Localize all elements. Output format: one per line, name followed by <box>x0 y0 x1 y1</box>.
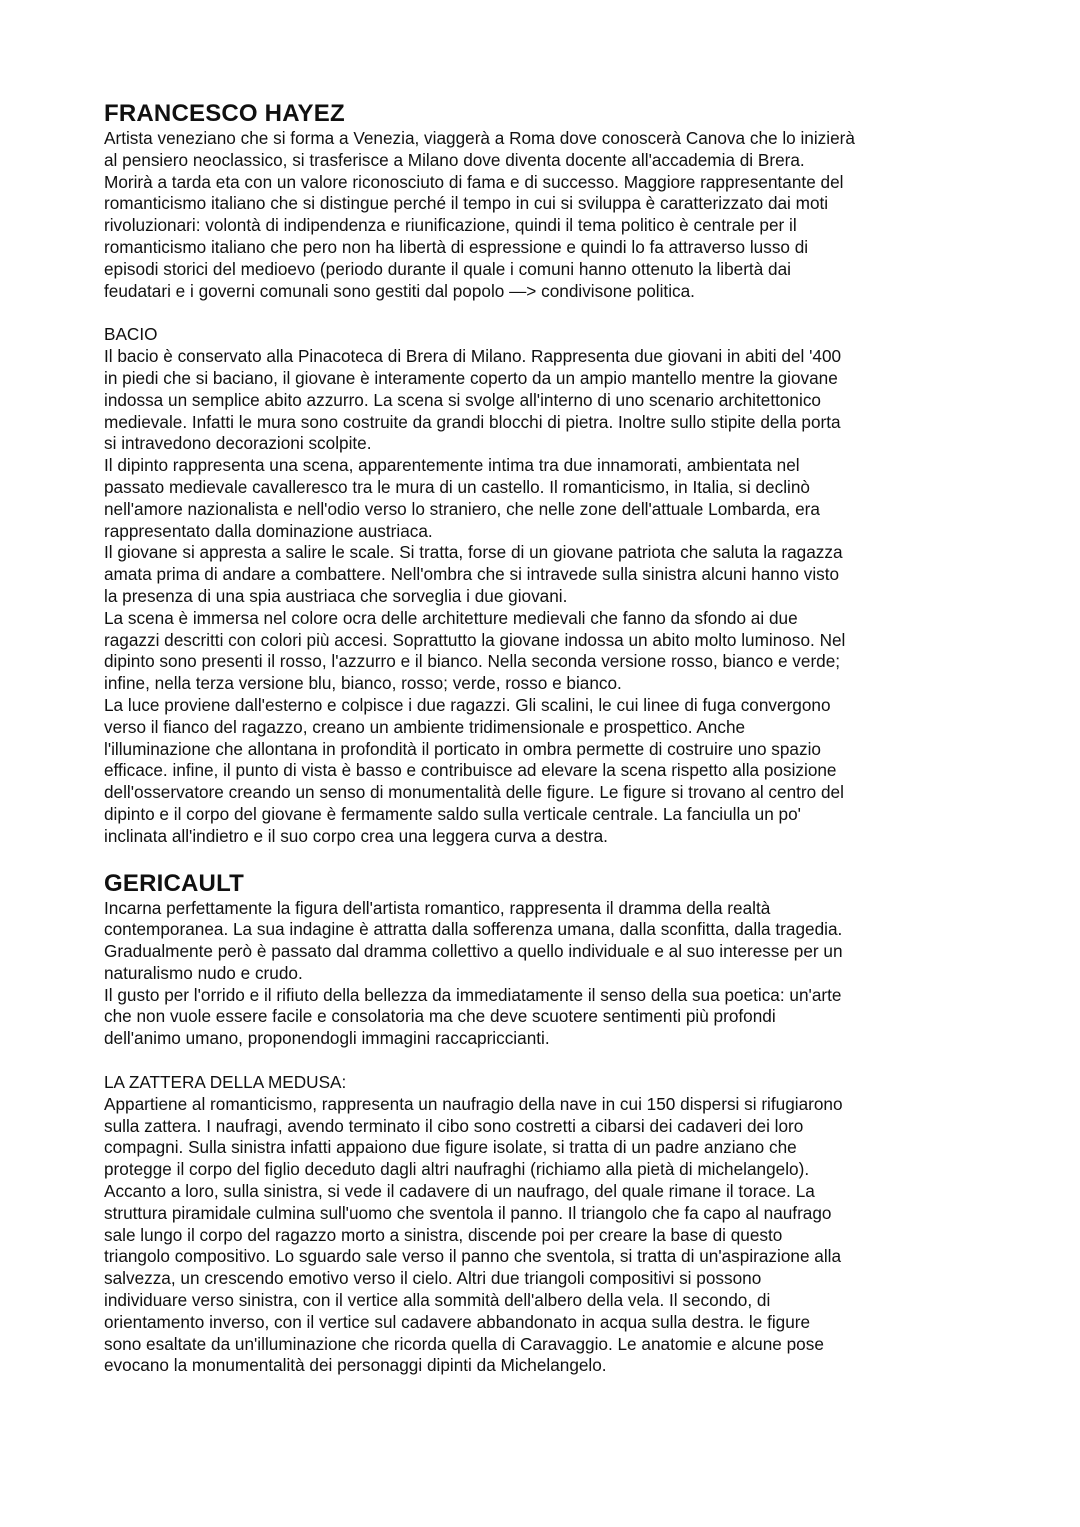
spacer <box>104 302 984 324</box>
bacio-description: Il bacio è conservato alla Pinacoteca di Brera di Milano. Rappresenta due giovani in abiti del '400 in piedi che si baciano, il giovane è interamente coperto da un ampio mantello mentre la giovane indossa un semplice abito azzurro. La scena si svolge all'interno di uno scenario architettonico medievale. Infatti le mura sono costruite da grandi blocchi di pietra. Inoltre sullo stipite della porta si intravedono decorazioni scolpite. Il dipinto rappresenta una scena, apparentemente intima tra due innamorati, ambientata nel passato medievale cavalleresco tra le mura di un castello. Il romanticismo, in Italia, si declinò nell'amore nazionalista e nell'odio verso lo straniero, che nelle zone dell'attuale Lombarda, era rappresentato dalla dominazione austriaca. Il giovane si appresta a salire le scale. Si tratta, forse di un giovane patriota che saluta la ragazza amata prima di andare a combattere. Nell'ombra che si intravede sulla sinistra alcuni hanno visto la presenza di una spia austriaca che sorveglia i due giovani. La scena è immersa nel colore ocra delle architetture medievali che fanno da sfondo ai due ragazzi descritti con colori più accesi. Soprattutto la giovane indossa un abito molto luminoso. Nel dipinto sono presenti il rosso, l'azzurro e il bianco. Nella seconda versione rosso, bianco e verde; infine, nella terza versione blu, bianco, rosso; verde, rosso e bianco. La luce proviene dall'esterno e colpisce i due ragazzi. Gli scalini, le cui linee di fuga convergono verso il fianco del ragazzo, creano un ambiente tridimensionale e prospettico. Anche l'illuminazione che allontana in profondità il porticato in ombra permette di costruire uno spazio efficace. infine, il punto di vista è basso e contribuisce ad elevare la scena rispetto alla posizione dell'osservatore creando un senso di monumentalità delle figure. Le figure si trovano al centro del dipinto e il corpo del giovane è fermamente saldo sulla verticale centrale. La fanciulla un po' inclinata all'indietro e il suo corpo crea una leggera curva a destra. <box>104 346 846 846</box>
document-page <box>104 100 984 1377</box>
gericault-intro-paragraph: Incarna perfettamente la figura dell'artista romantico, rappresenta il dramma della realtà contemporanea. La sua indagine è attratta dalla sofferenza umana, dalla sconfitta, dalla tragedia. Gradualmente però è passato dal dramma collettivo a quello individuale e al suo interesse per un naturalismo nudo e crudo. Il gusto per l'orrido e il rifiuto della bellezza da immediatamente il senso della sua poetica: un'arte che non vuole essere facile e consolatoria ma che deve scuotere sentimenti più profondi dell'animo umano, proponendogli immagini raccapriccianti. <box>104 897 843 1049</box>
zattera-description: Appartiene al romanticismo, rappresenta un naufragio della nave in cui 150 dispersi si rifugiarono sulla zattera. I naufragi, avendo terminato il cibo sono costretti a cibarsi dei cadaveri dei loro compagni. Sulla sinistra infatti appaiono due figure isolate, si tratta di un padre anziano che protegge il corpo del figlio deceduto dagli altri naufraghi (richiamo alla pietà di michelangelo). Accanto a loro, sulla sinistra, si vede il cadavere di un naufrago, del quale rimane il torace. La struttura piramidale culmina sull'uomo che sventola il panno. Il triangolo che fa capo al naufrago sale lungo il corpo del ragazzo morto a sinistra, discende poi per creare la base di questo triangolo compositivo. Lo sguardo sale verso il panno che sventola, si tratta di un'aspirazione alla salvezza, un crescendo emotivo verso il cielo. Altri due triangoli compositivi si possono individuare verso sinistra, con il vertice alla sommità dell'albero della vela. Il secondo, di orientamento inverso, con il vertice sul cadavere abbandonato in acqua sulla destra. le figure sono esaltate da un'illuminazione che ricorda quella di Caravaggio. Le anatomie e alcune pose evocano la monumentalità dei personaggi dipinti da Michelangelo. <box>104 1093 843 1376</box>
spacer <box>104 1050 984 1072</box>
work-title-zattera: LA ZATTERA DELLA MEDUSA: <box>104 1072 347 1093</box>
section-title-hayez: FRANCESCO HAYEZ <box>104 100 345 127</box>
hayez-intro-paragraph: Artista veneziano che si forma a Venezia, viaggerà a Roma dove conoscerà Canova che lo inizierà al pensiero neoclassico, si trasferisce a Milano dove diventa docente all'accademia di Brera. Morirà a tarda eta con un valore riconosciuto di fama e di successo. Maggiore rappresentante del romanticismo italiano che si distingue perché il tempo in cui si sviluppa è caratterizzato dai moti rivoluzionari: volontà di indipendenza e riunificazione, quindi il tema politico è centrale per il romanticismo italiano che pero non ha libertà di espressione e quindi lo fa attraverso lusso di episodi storici del medioevo (periodo durante il quale i comuni hanno ottenuto la libertà dai feudatari e i governi comunali sono gestiti dal popolo —> condivisone politica. <box>104 128 855 301</box>
section-title-gericault: GERICAULT <box>104 869 245 897</box>
work-title-bacio: BACIO <box>104 324 158 345</box>
spacer <box>104 848 984 870</box>
